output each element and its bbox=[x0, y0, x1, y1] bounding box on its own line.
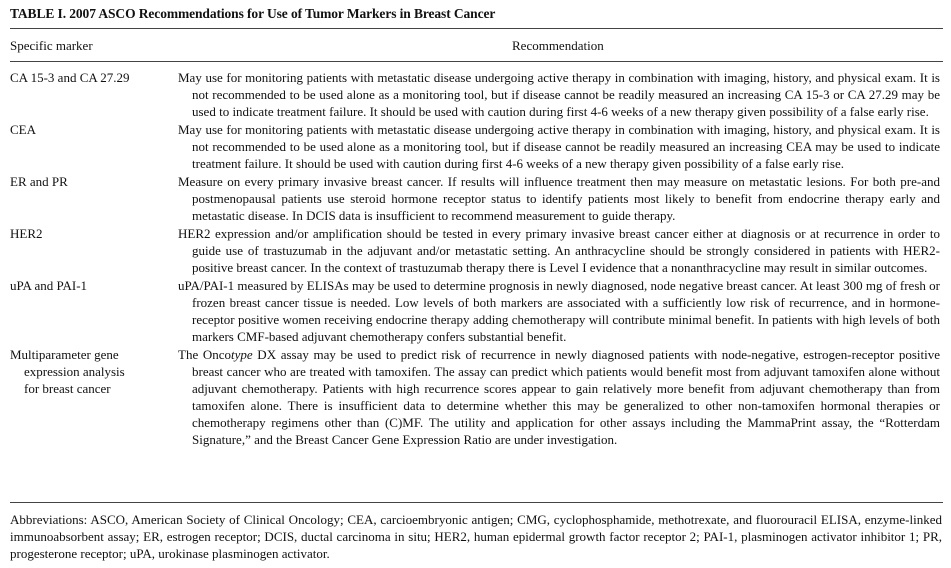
marker-line: expression analysis bbox=[24, 364, 125, 379]
recommendation-cell: uPA/PAI-1 measured by ELISAs may be used to determine prognosis in newly diagnosed, node negative breast cancer. At least 300 mg of fresh or frozen breast cancer tissue is needed. Low levels of both markers are associated with a sufficiently low risk of recurrence, and in hormone-receptor positive women receiving endocrine therapy adding chemotherapy will contribute minimal benefit. In patients with high levels of both markers CMF-based adjuvant chemotherapy confers substantial benefit. bbox=[178, 278, 940, 344]
table-row bbox=[10, 277, 943, 345]
marker-cell: uPA and PAI-1 bbox=[10, 278, 88, 293]
recommendation-cell: Measure on every primary invasive breast cancer. If results will influence treatment then may measure on metastatic lesions. For both pre-and postmenopausal patients use steroid hormone receptor status to identify patients most likely to benefit from endocrine therapy early and metastatic disease. In DCIS data is insufficient to recommend measurement to guide therapy. bbox=[178, 174, 940, 223]
rec-italic: type bbox=[231, 347, 253, 362]
table-body bbox=[10, 69, 943, 449]
marker-cell bbox=[10, 346, 181, 448]
rec-body: DX assay may be used to predict risk of recurrence in newly diagnosed patients with node-negative, estrogen-receptor positive breast cancer who are treated with tamoxifen. The assay can predict which patients would benefit most from adjuvant tamoxifen alone without adjuvant chemotherapy. Patients with high recurrence scores appear to gain relatively more benefit from adjuvant chemotherapy than from tamoxifen alone. There is insufficient data to determine whether this may be generalized to other non-tamoxifen hormonal therapies or chemotherapy regimens other than (C)MF. The utility and application for other assays including the MammaPrint assay, the “Rotterdam Signature,” and the Breast Cancer Gene Expression Ratio are under investigation. bbox=[192, 347, 940, 447]
marker-cell: ER and PR bbox=[10, 174, 68, 189]
table-row bbox=[10, 69, 943, 120]
table-title: TABLE I. 2007 ASCO Recommendations for Use of Tumor Markers in Breast Cancer bbox=[10, 6, 496, 21]
recommendation-cell bbox=[178, 346, 940, 448]
top-rule bbox=[10, 28, 943, 29]
recommendation-cell: May use for monitoring patients with metastatic disease undergoing active therapy in combination with imaging, history, and physical exam. It is not recommended to be used alone as a monitoring tool, but if disease cannot be readily measured an increasing CA 15-3 or CA 27.29 may be used to indicate treatment failure. It should be used with caution during first 4-6 weeks of a new therapy given possibility of a false early rise. bbox=[178, 70, 940, 119]
rec-prefix: The Onco bbox=[178, 347, 232, 362]
table-row bbox=[10, 225, 943, 276]
recommendation-cell: May use for monitoring patients with metastatic disease undergoing active therapy in combination with imaging, history, and physical exam. It is not recommended to be used alone as a monitoring tool, but if disease cannot be readily measured an increasing CEA may be used to indicate treatment failure. It should be used with caution during first 4-6 weeks of a new therapy given possibility of a false early rise. bbox=[178, 122, 940, 171]
marker-line: Multiparameter gene bbox=[10, 347, 119, 362]
recommendation-cell: HER2 expression and/or amplification should be tested in every primary invasive breast cancer either at diagnosis or at recurrence in order to guide use of trastuzumab in the adjuvant and/or metastatic setting. An anthracycline should be strongly considered in patients with HER2-positive breast cancer. In the context of trastuzumab therapy there is Level I evidence that a nonanthracycline may result in similar outcomes. bbox=[178, 226, 940, 275]
header-rule bbox=[10, 61, 943, 62]
marker-line: for breast cancer bbox=[24, 381, 111, 396]
marker-cell: CEA bbox=[10, 122, 36, 137]
table-row bbox=[10, 346, 943, 448]
marker-cell: CA 15-3 and CA 27.29 bbox=[10, 70, 130, 85]
abbreviations-footnote: Abbreviations: ASCO, American Society of Clinical Oncology; CEA, carcioembryonic antigen; CMG, cyclophosphamide, methotrexate, and fluorouracil ELISA, enzyme-linked immunoabsorbent assay; ER, estrogen receptor; DCIS, ductal carcinoma in situ; HER2, human epidermal growth factor receptor 2; PAI-1, plasminogen activator inhibitor 1; PR, progesterone receptor; uPA, urokinase plasminogen activator. bbox=[10, 512, 942, 561]
bottom-rule bbox=[10, 502, 943, 503]
column-header-marker: Specific marker bbox=[10, 38, 93, 53]
marker-cell: HER2 bbox=[10, 226, 43, 241]
table-row bbox=[10, 121, 943, 172]
table-row bbox=[10, 173, 943, 224]
column-header-recommendation: Recommendation bbox=[512, 38, 604, 53]
